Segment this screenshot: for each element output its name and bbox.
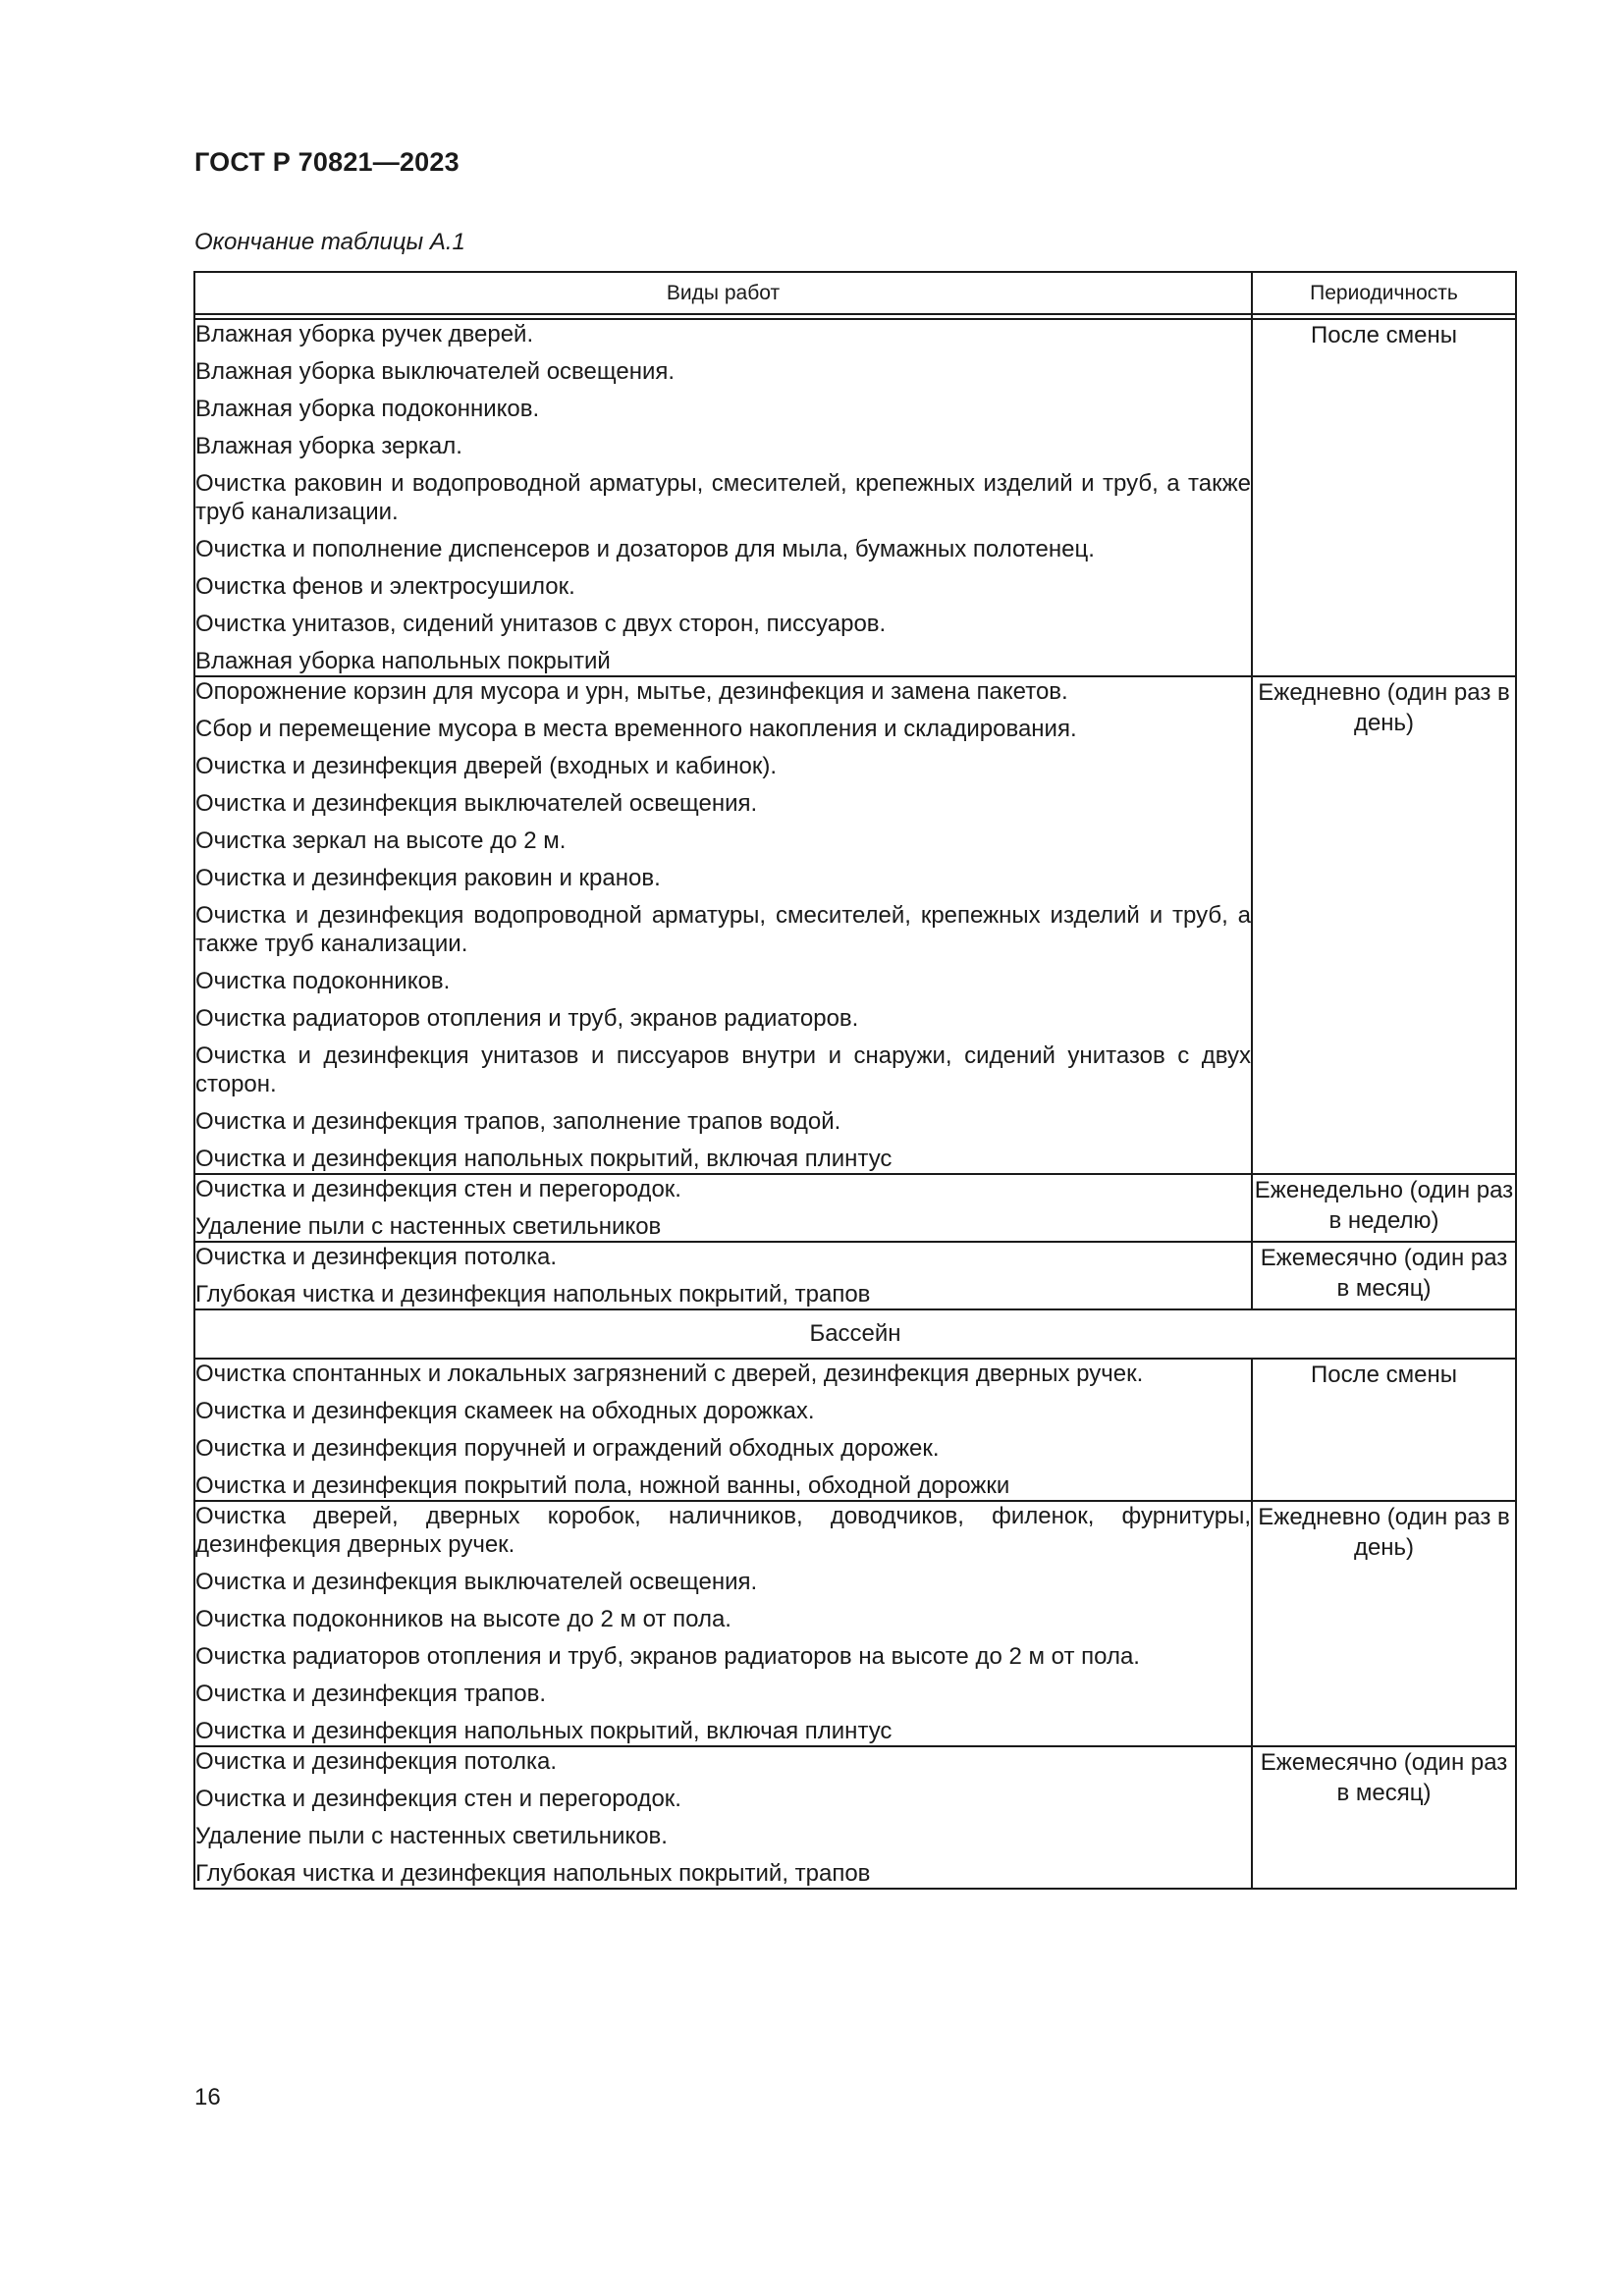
frequency-cell: Еженедельно (один раз в неделю) (1252, 1174, 1516, 1242)
work-item: Очистка и дезинфекция дверей (входных и кабинок). (195, 753, 778, 779)
work-item: Очистка спонтанных и локальных загрязнений с дверей, дезинфекция дверных ручек. (195, 1361, 1144, 1387)
work-item: Очистка и дезинфекция напольных покрытий, включая плинтус (195, 1146, 893, 1172)
table-caption: Окончание таблицы А.1 (194, 229, 465, 255)
work-item: Очистка подоконников. (195, 968, 451, 994)
page-number: 16 (194, 2084, 221, 2110)
table-row (194, 1174, 1516, 1242)
work-item: Удаление пыли с настенных светильников. (195, 1823, 668, 1849)
work-item: Очистка зеркал на высоте до 2 м. (195, 828, 567, 854)
work-item: Очистка и дезинфекция выключателей освещения. (195, 1569, 758, 1595)
frequency-cell: После смены (1252, 1359, 1516, 1501)
works-cell (194, 319, 1252, 676)
frequency-cell: Ежемесячно (один раз в месяц) (1252, 1746, 1516, 1889)
document-id: ГОСТ Р 70821—2023 (194, 147, 460, 177)
work-item: Очистка и дезинфекция стен и перегородок. (195, 1786, 681, 1812)
frequency-cell: Ежемесячно (один раз в месяц) (1252, 1242, 1516, 1309)
section-row (194, 1309, 1516, 1359)
works-cell (194, 676, 1252, 1174)
work-item: Глубокая чистка и дезинфекция напольных покрытий, трапов (195, 1860, 871, 1887)
table-row (194, 1501, 1516, 1746)
work-item: Опорожнение корзин для мусора и урн, мытье, дезинфекция и замена пакетов. (195, 678, 1068, 705)
work-item: Очистка и дезинфекция раковин и кранов. (195, 865, 661, 891)
work-item: Очистка радиаторов отопления и труб, экранов радиаторов. (195, 1005, 859, 1032)
work-item: Влажная уборка выключателей освещения. (195, 358, 676, 385)
work-item: Очистка и дезинфекция трапов. (195, 1681, 547, 1707)
work-item: Очистка и дезинфекция напольных покрытий, включая плинтус (195, 1718, 893, 1744)
works-cell (194, 1501, 1252, 1746)
work-item: Влажная уборка напольных покрытий (195, 648, 611, 674)
frequency-cell: После смены (1252, 319, 1516, 676)
work-item: Влажная уборка ручек дверей. (195, 321, 534, 347)
work-item: Влажная уборка зеркал. (195, 433, 462, 459)
work-item: Влажная уборка подоконников. (195, 396, 540, 422)
table-row (194, 319, 1516, 676)
work-item: Очистка и дезинфекция потолка. (195, 1244, 557, 1270)
work-item: Очистка и пополнение диспенсеров и дозаторов для мыла, бумажных полотенец. (195, 536, 1095, 562)
column-header-frequency: Периодичность (1252, 272, 1516, 314)
frequency-cell: Ежедневно (один раз в день) (1252, 1501, 1516, 1746)
work-item: Очистка радиаторов отопления и труб, экранов радиаторов на высоте до 2 м от пола. (195, 1643, 1140, 1670)
work-item: Глубокая чистка и дезинфекция напольных покрытий, трапов (195, 1281, 871, 1308)
table-row (194, 1359, 1516, 1501)
work-item: Очистка и дезинфекция потолка. (195, 1748, 557, 1775)
work-item: Очистка и дезинфекция стен и перегородок. (195, 1176, 681, 1202)
table-row (194, 1242, 1516, 1309)
work-item: Очистка и дезинфекция трапов, заполнение трапов водой. (195, 1108, 841, 1135)
work-item: Очистка и дезинфекция скамеек на обходных дорожках. (195, 1398, 815, 1424)
work-item: Сбор и перемещение мусора в места временного накопления и складирования. (195, 716, 1077, 742)
section-title: Бассейн (194, 1309, 1516, 1359)
work-item: Очистка раковин и водопроводной арматуры, смесителей, крепежных изделий и труб, а также труб канализации. (195, 470, 1251, 525)
table-row (194, 676, 1516, 1174)
work-item: Очистка подоконников на высоте до 2 м от пола. (195, 1606, 731, 1632)
works-cell (194, 1242, 1252, 1309)
work-item: Очистка фенов и электросушилок. (195, 573, 575, 600)
table-header-row (194, 272, 1516, 314)
work-item: Очистка дверей, дверных коробок, наличников, доводчиков, филенок, фурнитуры, дезинфекция дверных ручек. (195, 1503, 1251, 1558)
work-item: Очистка и дезинфекция унитазов и писсуаров внутри и снаружи, сидений унитазов с двух сторон. (195, 1042, 1251, 1097)
table-body (194, 319, 1516, 1889)
works-cell (194, 1359, 1252, 1501)
frequency-cell: Ежедневно (один раз в день) (1252, 676, 1516, 1174)
work-item: Очистка и дезинфекция выключателей освещения. (195, 790, 758, 817)
works-table (193, 271, 1517, 1890)
works-cell (194, 1174, 1252, 1242)
work-item: Очистка и дезинфекция поручней и ограждений обходных дорожек. (195, 1435, 940, 1462)
column-header-works: Виды работ (194, 272, 1252, 314)
table-row (194, 1746, 1516, 1889)
work-item: Очистка и дезинфекция покрытий пола, ножной ванны, обходной дорожки (195, 1472, 1010, 1499)
works-cell (194, 1746, 1252, 1889)
work-item: Очистка и дезинфекция водопроводной арматуры, смесителей, крепежных изделий и труб, а также труб канализации. (195, 902, 1251, 957)
work-item: Удаление пыли с настенных светильников (195, 1213, 662, 1240)
work-item: Очистка унитазов, сидений унитазов с двух сторон, писсуаров. (195, 611, 887, 637)
